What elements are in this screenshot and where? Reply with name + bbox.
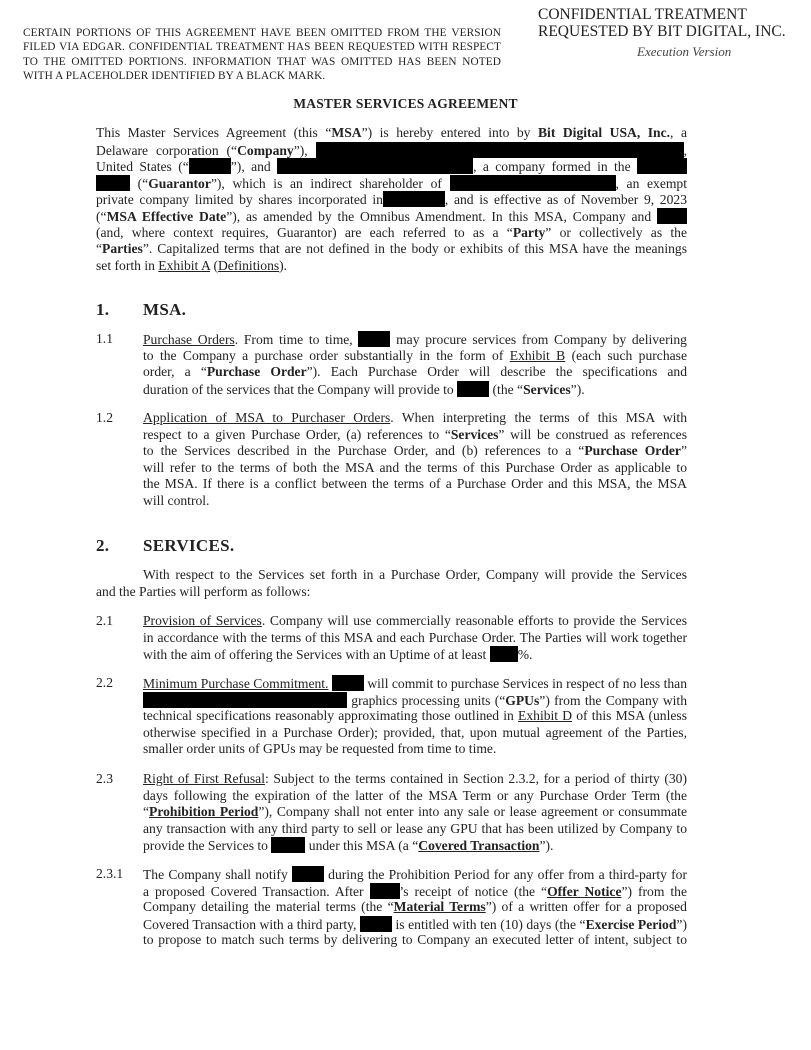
clause-line: to the Company a purchase order substantially in the form of Exhibit B (each such purchase [143,347,687,363]
section-1-title: MSA. [143,300,187,319]
clause-line: technical specifications reasonably approximating those outlined in Exhibit D of this MSA (unless [143,708,687,724]
redaction-mark [96,175,130,191]
redaction-mark [143,692,347,708]
intro-line: private company limited by shares incorporated in , and is effective as of November 9, 2023 [96,192,687,208]
redaction-mark [292,866,324,882]
clause-number: 2.3 [96,771,113,786]
redaction-mark [450,175,616,191]
redaction-mark [277,158,473,174]
clause-line: The Company shall notify during the Prohibition Period for any offer from a third-party for [143,867,687,882]
clause-line: with the aim of offering the Services with an Uptime of at least %. [143,647,533,663]
section-2-title: SERVICES. [143,536,235,555]
intro-line: (“MSA Effective Date”), as amended by the Omnibus Amendment. In this MSA, Company and [96,208,687,225]
clause-line: Covered Transaction with a third party, is entitled with ten (10) days (the “Exercise Period”) [143,916,687,932]
clause-line: Purchase Orders. From time to time, may procure services from Company by delivering [143,332,687,347]
clause-number: 2.1 [96,613,113,628]
clause-number: 1.2 [96,410,113,425]
clause-2-3 [143,771,687,854]
redaction-mark [490,646,518,662]
clause-line: graphics processing units (“GPUs”) from the Company with [143,692,687,709]
intro-line: “Parties”. Capitalized terms that are not defined in the body or exhibits of this MSA have the meanings [96,241,687,257]
execution-version-label: Execution Version [637,44,732,59]
clause-number: 1.1 [96,331,113,346]
clause-line: respect to a given Purchase Order, (a) references to “Services” will be construed as references [143,426,687,442]
redaction-mark [358,331,390,347]
clause-line: will control. [143,492,210,508]
clause-line: and the Parties will perform as follows: [96,583,311,599]
definitions-link: Definitions [217,257,280,273]
confidential-line-1: CONFIDENTIAL TREATMENT [538,6,747,23]
redaction-mark [316,142,684,158]
clause-2-1 [143,613,687,663]
clause-line: any transaction with any third party to sell or lease any GPU that has been utilized by Company to [143,820,687,836]
confidential-line-2: REQUESTED BY BIT DIGITAL, INC. [538,23,786,40]
clause-line: With respect to the Services set forth in a Purchase Order, Company will provide the Services [143,567,687,582]
intro-line: (and, where context requires, Guarantor) are each referred to as a “Party” or collectively as the [96,224,687,240]
clause-line: to the Services described in the Purchase Order, and (b) references to a “Purchase Order” [143,443,687,459]
redaction-mark [383,191,445,207]
clause-2-2 [143,675,687,758]
document-title: MASTER SERVICES AGREEMENT [293,96,518,111]
clause-line: the MSA. If there is a conflict between the terms of a Purchase Order and this MSA, the MSA [143,476,687,492]
redaction-mark [189,158,231,174]
clause-line: provide the Services to under this MSA (a “Covered Transaction”). [143,838,554,854]
clause-heading: Purchase Orders [143,332,235,347]
clause-number: 2.2 [96,675,113,690]
redaction-mark [657,208,687,224]
redaction-mark [370,883,400,899]
clause-line: duration of the services that the Company will provide to (the “Services”). [143,381,585,397]
intro-line: United States (“ ”), and , a company formed in the [96,158,687,175]
clause-line: smaller order units of GPUs may be requested from time to time. [143,741,497,757]
clause-2-3-1 [143,866,687,949]
redaction-mark [360,916,392,932]
intro-line: (“Guarantor”), which is an indirect shareholder of , an exempt [96,175,687,192]
clause-heading: Provision of Services [143,613,262,628]
exhibit-a-link: Exhibit A [158,257,211,273]
omission-notice: CERTAIN PORTIONS OF THIS AGREEMENT HAVE BEEN OMITTED FROM THE VERSION FILED VIA EDGAR. CONFIDENTIAL TREATMENT HAS BEEN REQUESTED WITH RESPECT TO THE OMITTED PORTIONS. INFORMATION THAT WAS OMITTED HAS BEEN NOTED WITH A PLACEHOLDER IDENTIFIED BY A BLACK MARK. [23,27,501,82]
clause-line: order, a “Purchase Order”). Each Purchase Order will describe the specifications and [143,364,687,380]
section-2-number: 2. [96,536,110,555]
intro-line: Delaware corporation (“Company”), , [96,142,687,158]
clause-1-1 [143,331,687,397]
redaction-mark [637,158,687,174]
clause-line: days following the expiration of the latter of the MSA Term or any Purchase Order Term (the [143,787,687,803]
clause-line: Application of MSA to Purchaser Orders. When interpreting the terms of this MSA with [143,410,687,425]
intro-line: set forth in Exhibit A (Definitions). [96,257,288,273]
clause-line: Minimum Purchase Commitment. will commit to purchase Services in respect of no less than [143,676,687,691]
clause-line: Right of First Refusal: Subject to the terms contained in Section 2.3.2, for a period of thirty (30) [143,771,687,786]
clause-line: Company detailing the material terms (the “Material Terms”) of a written offer for a proposed [143,899,687,915]
section-1-number: 1. [96,300,110,319]
clause-line: Provision of Services. Company will use commercially reasonable efforts to provide the Services [143,613,687,628]
section-2-intro [96,567,687,600]
redaction-mark [332,675,364,691]
redaction-mark [457,381,489,397]
clause-line: otherwise specified in a Purchase Order); provided, that, upon mutual agreement of the Parties, [143,724,687,740]
clause-line: a proposed Covered Transaction. After ’s receipt of notice (the “Offer Notice”) from the [143,883,687,899]
confidential-treatment-header [538,6,786,40]
clause-line: to propose to match such terms by delivering to Company an executed letter of intent, subject to [143,932,687,948]
clause-line: will refer to the terms of both the MSA and the terms of this Purchase Order as applicable to [143,459,687,475]
intro-paragraph [96,125,687,274]
clause-heading: Application of MSA to Purchaser Orders [143,410,391,425]
intro-line: This Master Services Agreement (this “MSA”) is hereby entered into by Bit Digital USA, Inc., a [96,125,687,140]
clause-heading: Minimum Purchase Commitment. [143,676,329,691]
redaction-mark [271,837,305,853]
clause-1-2 [143,410,687,510]
clause-line: in accordance with the terms of this MSA and each Purchase Order. The Parties will work together [143,629,687,645]
clause-heading: Right of First Refusal [143,771,265,786]
clause-line: “Prohibition Period”), Company shall not enter into any sale or lease agreement or consummate [143,804,687,820]
clause-number: 2.3.1 [96,866,124,881]
